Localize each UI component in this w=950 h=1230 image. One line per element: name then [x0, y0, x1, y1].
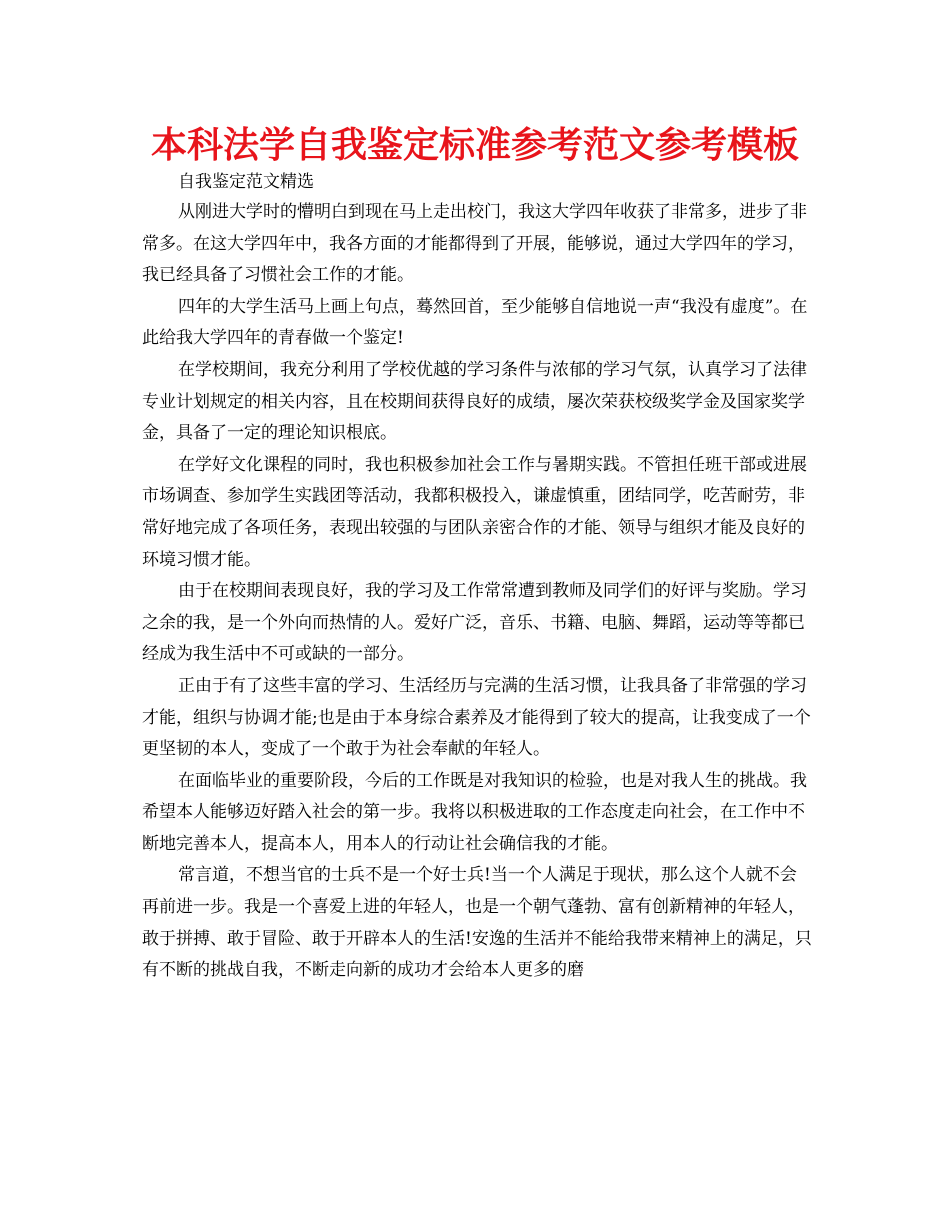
document-body	[142, 197, 812, 987]
paragraph: 从刚进大学时的懵明白到现在马上走出校门，我这大学四年收获了非常多，进步了非常多。在这大学四年中，我各方面的才能都得到了开展，能够说，通过大学四年的学习，我已经具备了习惯社会工作的才能。	[142, 202, 807, 286]
paragraph: 在面临毕业的重要阶段，今后的工作既是对我知识的检验，也是对我人生的挑战。我希望本人能够迈好踏入社会的第一步。我将以积极进取的工作态度走向社会，在工作中不断地完善本人，提高本人，用本人的行动让社会确信我的才能。	[142, 770, 807, 854]
paragraph: 在学校期间，我充分利用了学校优越的学习条件与浓郁的学习气氛，认真学习了法律专业计划规定的相关内容，且在校期间获得良好的成绩，屡次荣获校级奖学金及国家奖学金，具备了一定的理论知识根底。	[142, 359, 807, 444]
paragraph: 正由于有了这些丰富的学习、生活经历与完满的生活习惯，让我具备了非常强的学习才能，组织与协调才能;也是由于本身综合素养及才能得到了较大的提高，让我变成了一个更坚韧的本人，变成了一个敢于为社会奉献的年轻人。	[142, 675, 811, 760]
paragraph: 常言道，不想当官的士兵不是一个好士兵!当一个人满足于现状，那么这个人就不会再前进一步。我是一个喜爱上进的年轻人，也是一个朝气蓬勃、富有创新精神的年轻人，敢于拼搏、敢于冒险、敢于开辟本人的生活!安逸的生活并不能给我带来精神上的满足，只有不断的挑战自我，不断走向新的成功才会给本人更多的磨	[142, 865, 812, 981]
paragraph: 四年的大学生活马上画上句点，蓦然回首，至少能够自信地说一声“我没有虚度”。在此给我大学四年的青春做一个鉴定!	[142, 296, 808, 349]
paragraph: 由于在校期间表现良好，我的学习及工作常常遭到教师及同学们的好评与奖励。学习之余的我，是一个外向而热情的人。爱好广泛，音乐、书籍、电脑、舞蹈，运动等等都已经成为我生活中不可或缺的一部分。	[142, 581, 807, 665]
document-subtitle: 自我鉴定范文精选	[178, 172, 314, 192]
document-title: 本科法学自我鉴定标准参考范文参考模板	[150, 125, 799, 166]
paragraph: 在学好文化课程的同时，我也积极参加社会工作与暑期实践。不管担任班干部或进展市场调查、参加学生实践团等活动，我都积极投入，谦虚慎重，团结同学，吃苦耐劳，非常好地完成了各项任务，表现出较强的与团队亲密合作的才能、领导与组织才能及良好的环境习惯才能。	[142, 454, 807, 570]
